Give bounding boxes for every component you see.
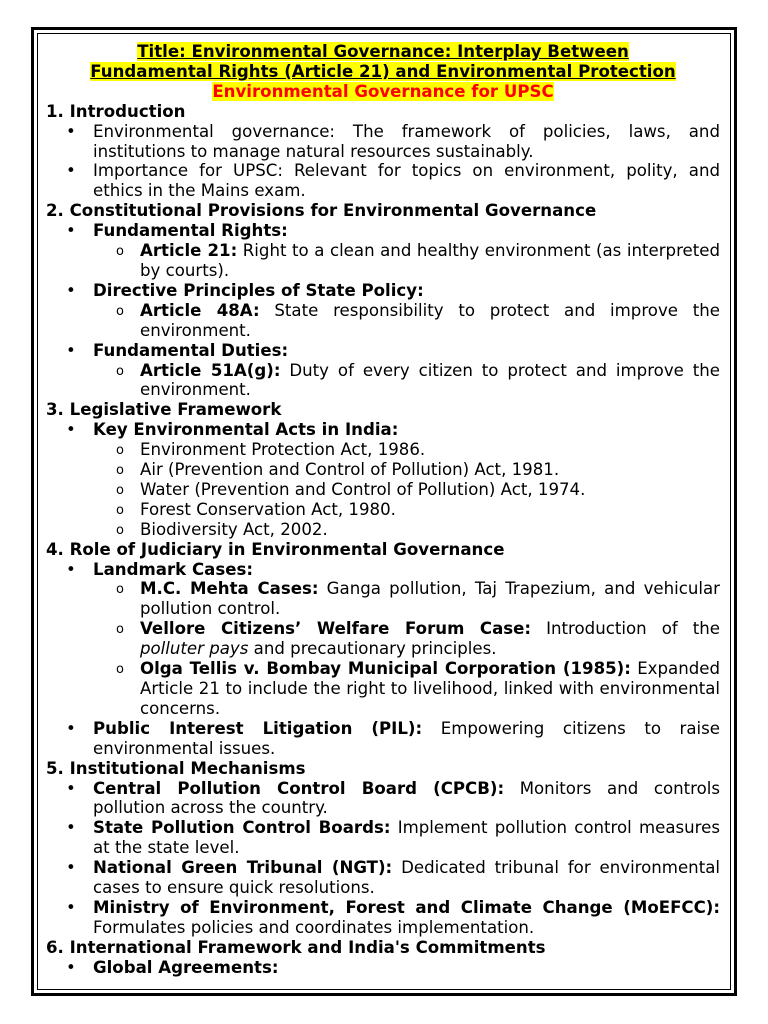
sub-bullet-marker: o xyxy=(116,463,124,479)
article-48a-text: State responsibility to protect and improve the environment. xyxy=(140,300,720,340)
vellore-text-2: and precautionary principles. xyxy=(248,639,497,659)
document-body xyxy=(46,42,720,978)
vellore-italic: polluter pays xyxy=(140,639,249,659)
article-21-text: Right to a clean and healthy environment (as interpreted by courts). xyxy=(140,241,720,280)
olga-tellis-label: Olga Tellis v. Bombay Municipal Corporation (1985): xyxy=(140,659,631,679)
mc-mehta-text: Ganga pollution, Taj Trapezium, and vehicular pollution control. xyxy=(140,579,720,619)
moefcc-text: Formulates policies and coordinates implementation. xyxy=(93,917,535,937)
section-heading-international: 6. International Framework and India's Commitments xyxy=(46,937,546,957)
list-item xyxy=(46,241,720,281)
list-item xyxy=(46,520,720,540)
bullet-marker: • xyxy=(66,897,76,917)
sub-bullet-marker: o xyxy=(116,622,124,638)
act-item: Environment Protection Act, 1986. xyxy=(140,440,426,460)
list-item xyxy=(46,898,720,938)
bullet-marker: • xyxy=(66,957,76,977)
list-item xyxy=(46,560,720,580)
vellore-label: Vellore Citizens’ Welfare Forum Case: xyxy=(140,619,532,639)
article-51a-label: Article 51A(g): xyxy=(140,360,281,380)
bullet-marker: • xyxy=(66,559,76,579)
intro-bullet-1: Environmental governance: The framework of policies, laws, and institutions to manage natural resources sustainably. xyxy=(93,121,720,161)
sub-bullet-marker: o xyxy=(116,482,124,498)
global-agreements-label: Global Agreements: xyxy=(93,957,279,977)
document-subtitle xyxy=(46,82,720,102)
key-acts-label: Key Environmental Acts in India: xyxy=(93,420,399,440)
bullet-marker: • xyxy=(66,778,76,798)
article-21-label: Article 21: xyxy=(140,241,238,261)
sub-bullet-marker: o xyxy=(116,443,124,459)
cpcb-label: Central Pollution Control Board (CPCB): xyxy=(93,778,505,798)
title-line-2: Fundamental Rights (Article 21) and Environmental Protection xyxy=(90,61,676,81)
list-item xyxy=(46,440,720,460)
title-line-1: Title: Environmental Governance: Interplay Between xyxy=(137,42,629,61)
article-48a-label: Article 48A: xyxy=(140,300,260,320)
list-item xyxy=(46,122,720,162)
section-heading-judiciary: 4. Role of Judiciary in Environmental Governance xyxy=(46,539,505,559)
article-51a-text: Duty of every citizen to protect and improve the environment. xyxy=(140,360,720,400)
list-item xyxy=(46,858,720,898)
list-item xyxy=(46,480,720,500)
list-item xyxy=(46,818,720,858)
list-item xyxy=(46,460,720,480)
sub-bullet-marker: o xyxy=(116,303,124,319)
bullet-marker: • xyxy=(66,121,76,141)
sub-bullet-marker: o xyxy=(116,363,124,379)
sub-bullet-marker: o xyxy=(116,502,124,518)
mc-mehta-label: M.C. Mehta Cases: xyxy=(140,579,319,599)
landmark-cases-label: Landmark Cases: xyxy=(93,559,253,579)
bullet-marker: • xyxy=(66,280,76,300)
pil-text: Empowering citizens to raise environmental issues. xyxy=(93,718,720,758)
bullet-marker: • xyxy=(66,818,76,838)
list-item xyxy=(46,161,720,201)
list-item xyxy=(46,301,720,341)
act-item: Forest Conservation Act, 1980. xyxy=(140,499,396,519)
sub-bullet-marker: o xyxy=(116,662,124,678)
list-item xyxy=(46,420,720,440)
sub-bullet-marker: o xyxy=(116,522,124,538)
list-item xyxy=(46,361,720,401)
list-item xyxy=(46,281,720,301)
sub-bullet-marker: o xyxy=(116,582,124,598)
act-item: Water (Prevention and Control of Pollution) Act, 1974. xyxy=(140,479,586,499)
intro-bullet-2: Importance for UPSC: Relevant for topics on environment, polity, and ethics in the Mains exam. xyxy=(93,161,720,201)
spcb-label: State Pollution Control Boards: xyxy=(93,818,391,838)
bullet-marker: • xyxy=(66,221,76,241)
vellore-text: Introduction of the xyxy=(531,619,720,639)
sub-bullet-marker: o xyxy=(116,244,124,260)
spcb-text: Implement pollution control measures at the state level. xyxy=(93,818,720,858)
dpsp-label: Directive Principles of State Policy: xyxy=(93,280,424,300)
list-item xyxy=(46,619,720,659)
section-heading-institutional: 5. Institutional Mechanisms xyxy=(46,758,306,778)
list-item xyxy=(46,500,720,520)
section-heading-legislative: 3. Legislative Framework xyxy=(46,400,282,420)
section-heading-constitutional: 2. Constitutional Provisions for Environmental Governance xyxy=(46,201,597,221)
pil-label: Public Interest Litigation (PIL): xyxy=(93,718,423,738)
cpcb-text: Monitors and controls pollution across the country. xyxy=(93,778,721,818)
bullet-marker: • xyxy=(66,340,76,360)
moefcc-label: Ministry of Environment, Forest and Climate Change (MoEFCC): xyxy=(93,897,720,917)
fundamental-rights-label: Fundamental Rights: xyxy=(93,221,288,241)
ngt-label: National Green Tribunal (NGT): xyxy=(93,858,393,878)
act-item: Air (Prevention and Control of Pollution) Act, 1981. xyxy=(140,460,560,480)
list-item xyxy=(46,958,720,978)
bullet-marker: • xyxy=(66,858,76,878)
olga-tellis-text: Expanded Article 21 to include the right to livelihood, linked with environmental concerns. xyxy=(140,659,720,718)
act-item: Biodiversity Act, 2002. xyxy=(140,519,328,539)
bullet-marker: • xyxy=(66,161,76,181)
ngt-text: Dedicated tribunal for environmental cases to ensure quick resolutions. xyxy=(93,858,720,898)
list-item xyxy=(46,719,720,759)
subtitle-text: Environmental Governance for UPSC xyxy=(212,81,554,101)
list-item xyxy=(46,779,720,819)
section-heading-introduction: 1. Introduction xyxy=(46,101,186,121)
bullet-marker: • xyxy=(66,420,76,440)
fundamental-duties-label: Fundamental Duties: xyxy=(93,340,289,360)
list-item xyxy=(46,579,720,619)
list-item xyxy=(46,341,720,361)
document-title xyxy=(46,42,720,82)
list-item xyxy=(46,659,720,719)
list-item xyxy=(46,221,720,241)
bullet-marker: • xyxy=(66,718,76,738)
